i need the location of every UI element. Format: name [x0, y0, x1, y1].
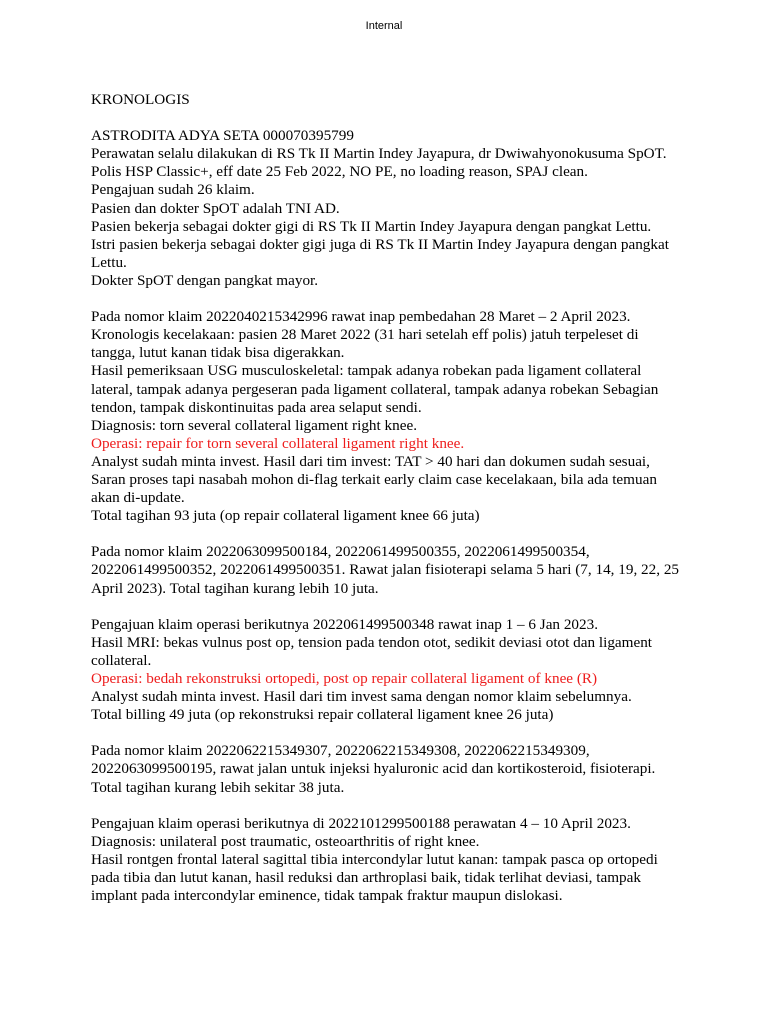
paragraph-gap — [91, 724, 686, 742]
doctor-rank-line: Dokter SpOT dengan pangkat mayor. — [91, 271, 319, 289]
operation-line-highlight: Operasi: repair for torn several collateral ligament right knee. — [91, 434, 465, 452]
outpatient-claims-line: Pada nomor klaim 2022063099500184, 2022061499500355, 2022061499500354, 2022061499500352, 2022061499500351. Rawat jalan fisioterapi selama 5 hari (7, 14, 19, 22, 25 April 2023). Total tagihan kurang lebih 10 juta. — [91, 543, 680, 597]
document-title: KRONOLOGIS — [91, 91, 190, 108]
patient-id-line: ASTRODITA ADYA SETA 000070395799 — [91, 127, 354, 145]
paragraph-gap — [91, 598, 686, 616]
paragraph-gap — [91, 290, 686, 308]
paragraph-gap — [91, 109, 686, 127]
xray-result-line: Hasil rontgen frontal lateral sagittal tibia intercondylar lutut kanan: tampak pasca op ortopedi pada tibia dan lutut kanan, hasil reduksi dan arthroplasi baik, tidak terlihat deviasi, tampak implant pada intercondylar eminence, tidak tampak fraktur maupun dislokasi. — [91, 850, 658, 905]
classification-label: Internal — [365, 20, 403, 32]
claim-line: Pengajuan klaim operasi berikutnya 2022061499500348 rawat inap 1 – 6 Jan 2023. — [91, 615, 598, 633]
diagnosis-line: Diagnosis: unilateral post traumatic, osteoarthritis of right knee. — [91, 832, 480, 850]
paragraph-gap — [91, 797, 686, 815]
invest-result-line: Analyst sudah minta invest. Hasil dari tim invest: TAT > 40 hari dan dokumen sudah sesuai, Saran proses tapi nasabah mohon di-flag terkait early claim case kecelakaan, bila ada temuan akan di-update. — [91, 452, 657, 507]
spouse-job-line: Istri pasien bekerja sebagai dokter gigi juga di RS Tk II Martin Indey Jayapura dengan pangkat Lettu. — [91, 235, 669, 271]
usg-result-line: Hasil pemeriksaan USG musculoskeletal: tampak adanya robekan pada ligament collateral lateral, tampak adanya pergeseran pada ligament collateral, tampak adanya robekan Sebagian tendon, tampak diskontinuitas pada area selaput sendi. — [91, 362, 659, 416]
total-bill-line: Total billing 49 juta (op rekonstruksi repair collateral ligament knee 26 juta) — [91, 706, 554, 724]
operation-line-highlight: Operasi: bedah rekonstruksi ortopedi, post op repair collateral ligament of knee (R) — [91, 670, 598, 687]
diagnosis-line: Diagnosis: torn several collateral ligament right knee. — [91, 416, 418, 434]
policy-line: Polis HSP Classic+, eff date 25 Feb 2022, NO PE, no loading reason, SPAJ clean. — [91, 163, 588, 181]
total-bill-line: Total tagihan 93 juta (op repair collateral ligament knee 66 juta) — [91, 507, 480, 525]
claim-count-line: Pengajuan sudah 26 klaim. — [91, 181, 255, 199]
invest-result-line: Analyst sudah minta invest. Hasil dari tim invest sama dengan nomor klaim sebelumnya. — [91, 688, 632, 706]
treatment-location-line: Perawatan selalu dilakukan di RS Tk II Martin Indey Jayapura, dr Dwiwahyonokusuma SpOT. — [91, 145, 667, 163]
outpatient-claims-line: Pada nomor klaim 2022062215349307, 2022062215349308, 2022062215349309, 2022063099500195, rawat jalan untuk injeksi hyaluronic acid dan kortikosteroid, fisioterapi. Total tagihan kurang lebih sekitar 38 juta. — [91, 742, 656, 796]
military-status-line: Pasien dan dokter SpOT adalah TNI AD. — [91, 199, 340, 217]
document-body — [91, 91, 686, 905]
accident-chronology-line: Kronologis kecelakaan: pasien 28 Maret 2022 (31 hari setelah eff polis) jatuh terpeleset di tangga, lutut kanan tidak bisa digerakkan. — [91, 326, 639, 362]
patient-job-line: Pasien bekerja sebagai dokter gigi di RS Tk II Martin Indey Jayapura dengan pangkat Lettu. — [91, 217, 652, 235]
claim-line: Pengajuan klaim operasi berikutnya di 2022101299500188 perawatan 4 – 10 April 2023. — [91, 814, 631, 832]
claim-line: Pada nomor klaim 2022040215342996 rawat inap pembedahan 28 Maret – 2 April 2023. — [91, 308, 631, 326]
mri-result-line: Hasil MRI: bekas vulnus post op, tension pada tendon otot, sedikit deviasi otot dan ligament collateral. — [91, 633, 653, 669]
paragraph-gap — [91, 525, 686, 543]
